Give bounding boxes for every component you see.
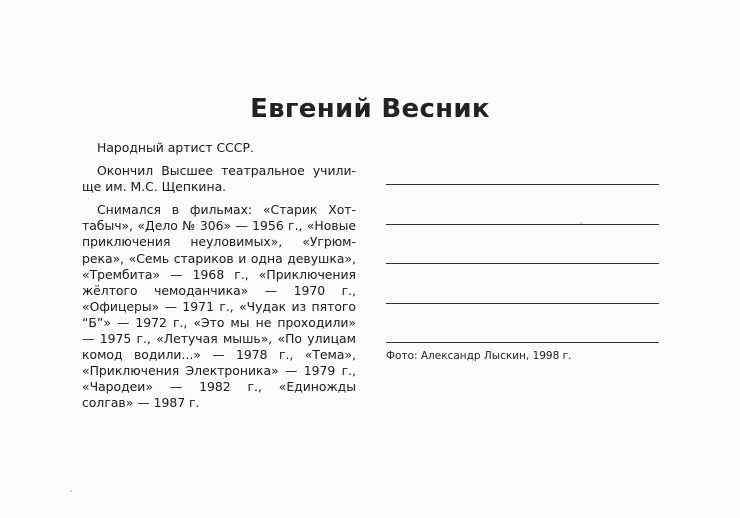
address-line <box>386 224 659 225</box>
address-line <box>386 303 659 304</box>
biography <box>82 140 356 419</box>
address-line <box>386 263 659 264</box>
bio-paragraph-title: Народный артист СССР. <box>97 140 254 155</box>
address-line <box>386 184 659 185</box>
address-line <box>386 342 659 343</box>
paper-speck <box>70 490 72 492</box>
paper-speck <box>580 222 582 224</box>
bio-paragraph-filmography: Снимался в фильмах: «Старик Хоттабыч», «Дело № 306» — 1956 г., «Новые приключения неуловимых», «Угрюм-река», «Семь стариков и одна девушка», «Трембита» — 1968 г., «Приключения жёлтого чемоданчика» — 1970 г., «Офицеры» — 1971 г., «Чудак из пятого “Б”» — 1972 г., «Это мы не проходили» — 1975 г., «Летучая мышь», «По улицам комод водили...» — 1978 г., «Тема», «Приключения Электроника» — 1979 г., «Чародеи» — 1982 г., «Единожды солгав» — 1987 г. <box>82 202 356 411</box>
photo-credit: Фото: Александр Лыскин, 1998 г. <box>386 350 572 362</box>
page-title: Евгений Весник <box>250 94 490 124</box>
bio-paragraph-education: Окончил Высшее театральное училище им. М.С. Щепкина. <box>82 163 356 195</box>
